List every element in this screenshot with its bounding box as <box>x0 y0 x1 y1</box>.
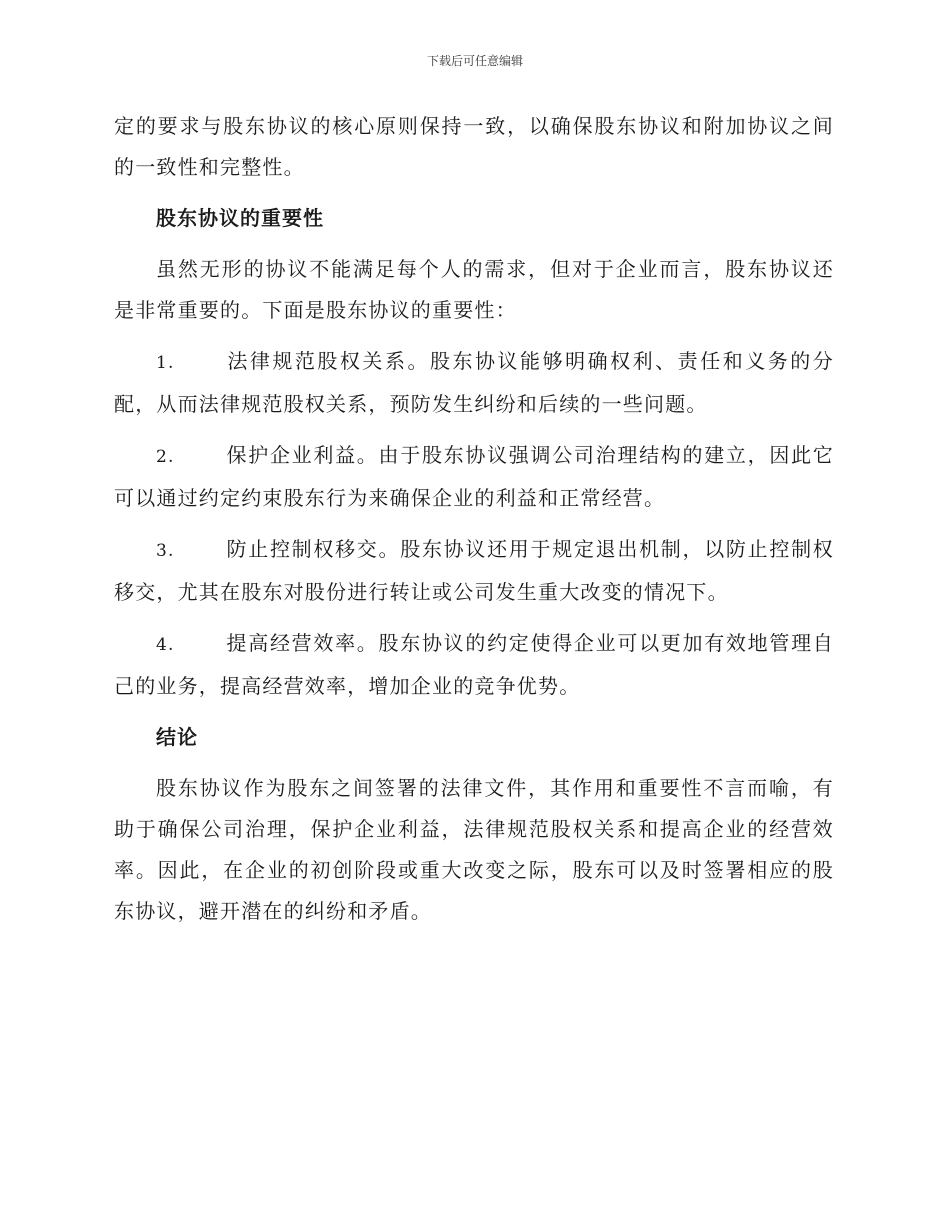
list-number: 2. <box>156 447 175 467</box>
intro-paragraph: 定的要求与股东协议的核心原则保持一致，以确保股东协议和附加协议之间的一致性和完整性。 <box>114 114 834 179</box>
list-item <box>114 435 834 519</box>
list-number: 4. <box>156 635 175 655</box>
list-item-text: 保护企业利益。由于股东协议强调公司治理结构的建立，因此它可以通过约定约束股东行为来确保企业的利益和正常经营。 <box>114 443 834 510</box>
document-body <box>114 106 834 942</box>
list-item-text: 防止控制权移交。股东协议还用于规定退出机制，以防止控制权移交，尤其在股东对股份进行转让或公司发生重大改变的情况下。 <box>114 537 834 604</box>
section-heading-importance: 股东协议的重要性 <box>156 206 324 230</box>
list-item <box>114 341 834 425</box>
page-header: 下载后可任意编辑 <box>426 54 523 68</box>
list-number: 1. <box>156 353 175 373</box>
list-number: 3. <box>156 541 175 561</box>
list-item-text: 提高经营效率。股东协议的约定使得企业可以更加有效地管理自己的业务，提高经营效率，增加企业的竞争优势。 <box>114 631 834 698</box>
section-heading-conclusion: 结论 <box>156 725 198 749</box>
conclusion-paragraph: 股东协议作为股东之间签署的法律文件，其作用和重要性不言而喻，有助于确保公司治理，保护企业利益，法律规范股权关系和提高企业的经营效率。因此，在企业的初创阶段或重大改变之际，股东可以及时签署相应的股东协议，避开潜在的纠纷和矛盾。 <box>114 776 834 923</box>
list-item <box>114 529 834 613</box>
importance-paragraph: 虽然无形的协议不能满足每个人的需求，但对于企业而言，股东协议还是非常重要的。下面是股东协议的重要性： <box>114 257 834 322</box>
list-item <box>114 623 834 707</box>
list-item-text: 法律规范股权关系。股东协议能够明确权利、责任和义务的分配，从而法律规范股权关系，预防发生纠纷和后续的一些问题。 <box>114 349 834 416</box>
